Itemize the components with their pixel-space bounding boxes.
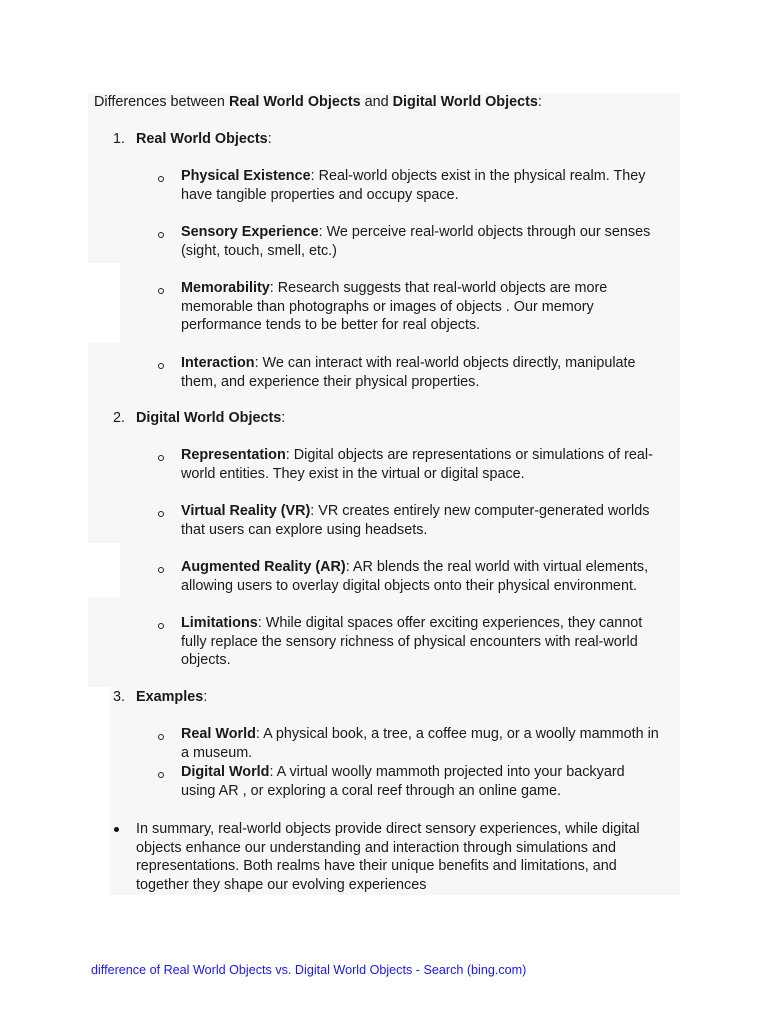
source-search-link[interactable]: difference of Real World Objects vs. Digital World Objects - Search (bing.com): [91, 963, 527, 977]
list-item-line: a museum.: [181, 744, 253, 761]
intro-heading: [94, 93, 542, 112]
list-item-line: (sight, touch, smell, etc.): [181, 242, 337, 259]
list-item-line: memorable than photographs or images of objects . Our memory: [181, 298, 594, 315]
section-heading: [136, 409, 285, 428]
list-item-line: [181, 446, 653, 465]
item-text: : Digital objects are representations or simulations of real-: [285, 447, 653, 463]
list-item-line: [181, 279, 607, 298]
section-number: 2.: [113, 410, 126, 426]
intro-suffix: :: [537, 94, 542, 110]
intro-bold-digital: Digital World Objects: [392, 94, 538, 110]
list-item-line: [181, 167, 645, 186]
item-term: Augmented Reality (AR): [181, 559, 346, 575]
list-item-line: [181, 614, 642, 633]
hollow-bullet-icon: [158, 772, 164, 778]
section-colon: :: [267, 131, 272, 147]
bullet-icon: [114, 827, 119, 832]
item-text: : We can interact with real-world objects directly, manipulate: [254, 355, 636, 371]
item-text: : A physical book, a tree, a coffee mug, or a woolly mammoth in: [255, 726, 659, 742]
section-colon: :: [203, 689, 208, 705]
section-heading: [136, 130, 272, 149]
item-term: Real World: [181, 726, 256, 742]
hollow-bullet-icon: [158, 511, 164, 517]
item-term: Physical Existence: [181, 168, 311, 184]
item-term: Limitations: [181, 615, 258, 631]
hollow-bullet-icon: [158, 734, 164, 740]
hollow-bullet-icon: [158, 567, 164, 573]
intro-bold-real: Real World Objects: [228, 94, 361, 110]
section-title: Examples: [136, 689, 204, 705]
list-item-line: that users can explore using headsets.: [181, 521, 428, 538]
item-text: : We perceive real-world objects through our senses: [318, 224, 651, 240]
item-text: : AR blends the real world with virtual elements,: [345, 559, 649, 575]
list-item-line: [181, 354, 636, 373]
list-item-line: have tangible properties and occupy space.: [181, 186, 459, 203]
section-title: Real World Objects: [136, 131, 268, 147]
hollow-bullet-icon: [158, 363, 164, 369]
list-item-line: fully replace the sensory richness of physical encounters with real-world: [181, 633, 638, 650]
list-item-line: [181, 725, 659, 744]
list-item-line: [181, 223, 650, 242]
list-item-line: world entities. They exist in the virtual or digital space.: [181, 465, 525, 482]
hollow-bullet-icon: [158, 623, 164, 629]
list-item-line: them, and experience their physical properties.: [181, 373, 480, 390]
item-term: Representation: [181, 447, 286, 463]
item-term: Digital World: [181, 764, 270, 780]
list-item-line: [181, 502, 649, 521]
hollow-bullet-icon: [158, 288, 164, 294]
list-item-line: [181, 763, 625, 782]
item-text: : VR creates entirely new computer-generated worlds: [310, 503, 650, 519]
hollow-bullet-icon: [158, 176, 164, 182]
item-text: : A virtual woolly mammoth projected into your backyard: [269, 764, 625, 780]
list-item-line: performance tends to be better for real objects.: [181, 317, 481, 333]
list-item-line: using AR , or exploring a coral reef through an online game.: [181, 782, 561, 799]
section-colon: :: [281, 410, 286, 426]
hollow-bullet-icon: [158, 232, 164, 238]
section-title: Digital World Objects: [136, 410, 282, 426]
section-number: 1.: [113, 131, 126, 147]
item-term: Memorability: [181, 280, 270, 296]
item-term: Interaction: [181, 355, 255, 371]
list-item-line: allowing users to overlay digital objects onto their physical environment.: [181, 577, 637, 594]
item-term: Sensory Experience: [181, 224, 319, 240]
section-number: 3.: [113, 689, 126, 705]
item-text: : Research suggests that real-world objects are more: [269, 280, 608, 296]
list-item-line: objects.: [181, 652, 231, 668]
section-heading: [136, 688, 207, 707]
item-term: Virtual Reality (VR): [181, 503, 311, 519]
summary-line: representations. Both realms have their unique benefits and limitations, and: [136, 858, 617, 874]
list-item-line: [181, 558, 648, 577]
summary-line: In summary, real-world objects provide direct sensory experiences, while digital: [136, 821, 640, 837]
hollow-bullet-icon: [158, 455, 164, 461]
item-text: : Real-world objects exist in the physical realm. They: [310, 168, 646, 184]
summary-line: objects enhance our understanding and interaction through simulations and: [136, 839, 617, 856]
intro-prefix: Differences between: [94, 94, 229, 110]
item-text: : While digital spaces offer exciting experiences, they cannot: [257, 615, 643, 631]
intro-mid: and: [360, 94, 393, 110]
summary-line: together they shape our evolving experiences: [136, 876, 427, 893]
